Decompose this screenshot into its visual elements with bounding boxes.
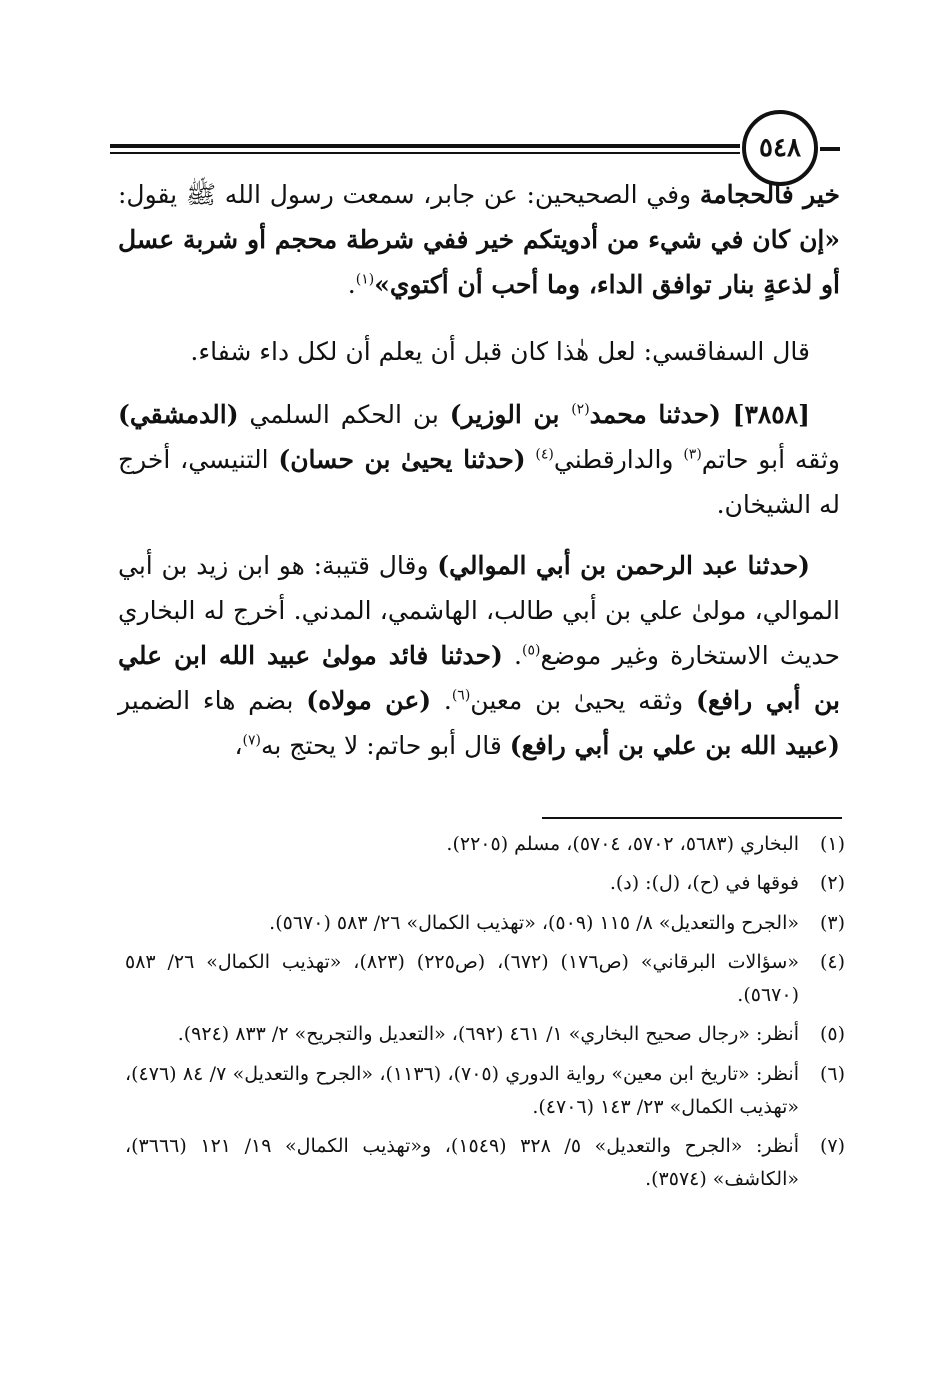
- text: ،: [234, 731, 243, 760]
- text: والدارقطني: [553, 445, 684, 474]
- text: وقال قتيبة: هو ابن زيد بن أبي الموالي، مولىٰ علي بن أبي طالب، الهاشمي، المدني. أخرج له البخاري حديث الاستخارة وغير موضع: [118, 551, 840, 670]
- footnote-number: (٦): [819, 1062, 845, 1085]
- footnote-number: (٥): [819, 1023, 845, 1046]
- text-bold: (حدثنا عبد الرحمن بن أبي الموالي): [437, 551, 811, 580]
- footnote-text: البخاري (٥٦٨٣، ٥٧٠٢، ٥٧٠٤)، مسلم (٢٢٠٥).: [446, 833, 799, 855]
- footnote-ref-4[interactable]: (٤): [535, 446, 554, 463]
- text: بن الحكم السلمي: [238, 400, 450, 429]
- text-bold: بن الوزير): [449, 400, 572, 429]
- paragraph-1: [118, 172, 840, 307]
- footnote-number: (٧): [819, 1135, 845, 1157]
- text-bold: (عن مولاه): [306, 686, 432, 715]
- text-bold: (الدمشقي): [118, 400, 239, 429]
- text: .: [347, 270, 356, 299]
- footnote-2: [125, 867, 845, 900]
- footnote-ref-6[interactable]: (٦): [451, 687, 471, 704]
- main-text-3: [118, 392, 840, 527]
- text: وفي الصحيحين: عن جابر، سمعت رسول الله ﷺ يقول:: [118, 180, 700, 209]
- text-bold: (عبيد الله بن علي بن أبي رافع): [509, 731, 840, 760]
- page-number: ٥٤٨: [742, 110, 818, 186]
- footnote-text: «سؤالات البرقاني» (ص١٧٦) (٦٧٢)، (ص٢٢٥) (٨٢٣)، «تهذيب الكمال» ٢٦/ ٥٨٣ (٥٦٧٠).: [125, 950, 799, 1006]
- footnote-1: [125, 828, 845, 861]
- footnote-4: [125, 946, 845, 1013]
- text-bold: [٣٨٥٨] (حدثنا محمد: [589, 400, 811, 429]
- footnote-text: «الجرح والتعديل» ٨/ ١١٥ (٥٠٩)، «تهذيب الكمال» ٢٦/ ٥٨٣ (٥٦٧٠).: [269, 911, 799, 934]
- footnote-5: [125, 1018, 845, 1051]
- footnote-text: أنظر: «تاريخ ابن معين» رواية الدوري (٧٠٥)، (١١٣٦)، «الجرح والتعديل» ٧/ ٨٤ (٤٧٦)، «تهذيب الكمال» ٢٣/ ١٤٣ (٤٧٠٦).: [125, 1062, 799, 1118]
- paragraph-3: [118, 392, 840, 527]
- text: .: [502, 641, 522, 670]
- footnote-number: (١): [819, 833, 845, 855]
- footnote-7: [125, 1130, 845, 1197]
- hadith-quote: «إن كان في شيء من أدويتكم خير ففي شرطة محجم أو شربة عسل أو لذعةٍ بنار توافق الداء، وما أحب أن أكتوي»: [118, 225, 840, 299]
- footnote-text: أنظر: «رجال صحيح البخاري» ١/ ٤٦١ (٦٩٢)، «التعديل والتجريح» ٢/ ٨٣٣ (٩٢٤).: [177, 1023, 799, 1046]
- footnote-number: (٤): [819, 950, 845, 973]
- header-rule-thick: [110, 144, 740, 148]
- paragraph-4: [118, 543, 840, 768]
- footnote-3: [125, 907, 845, 940]
- text-bold: خير فالحجامة: [699, 180, 840, 209]
- footnote-number: (٢): [819, 872, 845, 895]
- footnote-number: (٣): [819, 911, 845, 934]
- text: [526, 445, 536, 474]
- paragraph-2: قال السفاقسي: لعل هٰذا كان قبل أن يعلم أن لكل داء شفاء.: [190, 337, 810, 366]
- footnote-ref-1[interactable]: (١): [355, 271, 375, 288]
- text: قال أبو حاتم: لا يحتج به: [261, 731, 510, 760]
- main-text-4: [118, 543, 840, 768]
- text: وثقه يحيىٰ بن معين: [470, 686, 697, 715]
- text: التنيسي، أخرج له الشيخان.: [118, 445, 840, 519]
- main-text-2: [118, 329, 840, 374]
- text: بضم هاء الضمير: [118, 686, 307, 715]
- footnote-ref-7[interactable]: (٧): [242, 732, 261, 749]
- footnote-separator: [542, 817, 842, 819]
- header-rule-thin: [110, 152, 740, 154]
- text: وثقه أبو حاتم: [701, 445, 840, 474]
- footnote-text: أنظر: «الجرح والتعديل» ٥/ ٣٢٨ (١٥٤٩)، و«تهذيب الكمال» ١٩/ ١٢١ (٣٦٦٦)، «الكاشف» (٣٥٧٤).: [125, 1135, 799, 1191]
- text-bold: (حدثنا فائد مولىٰ عبيد الله ابن علي بن أبي رافع): [118, 641, 840, 715]
- footnote-ref-3[interactable]: (٣): [683, 446, 702, 463]
- footnote-text: فوقها في (ح)، (ل): (د).: [609, 872, 799, 895]
- text: .: [431, 686, 452, 715]
- footnotes: [125, 828, 845, 1203]
- footnote-ref-5[interactable]: (٥): [521, 642, 541, 659]
- text-bold: (حدثنا يحيىٰ بن حسان): [278, 445, 526, 474]
- main-text: [118, 172, 840, 307]
- footnote-6: [125, 1058, 845, 1125]
- footnote-ref-2[interactable]: (٢): [571, 401, 590, 418]
- header-rule-right: [820, 147, 840, 151]
